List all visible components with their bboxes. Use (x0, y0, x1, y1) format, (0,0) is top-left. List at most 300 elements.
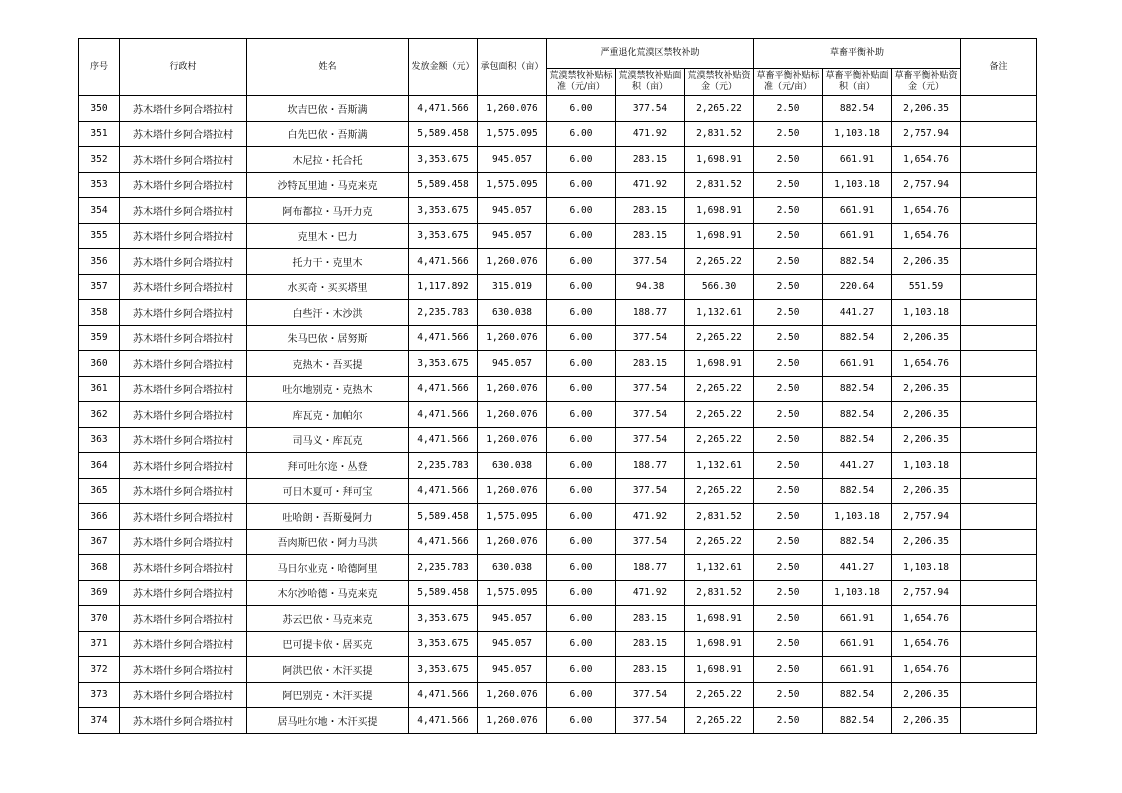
cell-note (961, 478, 1037, 504)
cell-area: 1,260.076 (478, 708, 547, 734)
cell-g1-area: 283.15 (616, 223, 685, 249)
table-row (79, 529, 1037, 555)
cell-g1-standard: 6.00 (547, 606, 616, 632)
cell-village: 苏木塔什乡阿合塔拉村 (120, 325, 247, 351)
cell-area: 630.038 (478, 300, 547, 326)
cell-g2-area: 882.54 (823, 249, 892, 275)
table-row (79, 427, 1037, 453)
cell-village: 苏木塔什乡阿合塔拉村 (120, 504, 247, 530)
header-g1-area: 荒漠禁牧补贴面积（亩） (616, 69, 685, 96)
cell-amount: 3,353.675 (409, 657, 478, 683)
cell-amount: 3,353.675 (409, 198, 478, 224)
cell-g2-fund: 1,654.76 (892, 223, 961, 249)
header-amount: 发放金额（元） (409, 39, 478, 96)
cell-g2-standard: 2.50 (754, 555, 823, 581)
cell-note (961, 631, 1037, 657)
cell-note (961, 121, 1037, 147)
cell-amount: 4,471.566 (409, 249, 478, 275)
cell-g2-area: 882.54 (823, 325, 892, 351)
cell-seq: 371 (79, 631, 120, 657)
cell-name: 可日木夏可・拜可宝 (247, 478, 409, 504)
cell-area: 945.057 (478, 606, 547, 632)
cell-g1-fund: 2,831.52 (685, 504, 754, 530)
cell-g1-area: 377.54 (616, 249, 685, 275)
cell-g1-standard: 6.00 (547, 504, 616, 530)
cell-amount: 5,589.458 (409, 121, 478, 147)
cell-g1-fund: 1,698.91 (685, 198, 754, 224)
cell-amount: 3,353.675 (409, 351, 478, 377)
cell-g1-area: 377.54 (616, 376, 685, 402)
table-row (79, 147, 1037, 173)
cell-name: 克热木・吾买提 (247, 351, 409, 377)
cell-g1-fund: 2,265.22 (685, 402, 754, 428)
cell-g1-standard: 6.00 (547, 249, 616, 275)
cell-amount: 4,471.566 (409, 402, 478, 428)
cell-g1-fund: 1,132.61 (685, 453, 754, 479)
cell-g2-area: 882.54 (823, 96, 892, 122)
cell-g1-area: 471.92 (616, 504, 685, 530)
cell-g2-standard: 2.50 (754, 708, 823, 734)
cell-g2-standard: 2.50 (754, 300, 823, 326)
cell-village: 苏木塔什乡阿合塔拉村 (120, 223, 247, 249)
cell-village: 苏木塔什乡阿合塔拉村 (120, 300, 247, 326)
cell-g1-area: 377.54 (616, 682, 685, 708)
header-note: 备注 (961, 39, 1037, 96)
cell-name: 吾肉斯巴依・阿力马洪 (247, 529, 409, 555)
cell-name: 阿布都拉・马开力克 (247, 198, 409, 224)
cell-note (961, 198, 1037, 224)
cell-amount: 3,353.675 (409, 606, 478, 632)
cell-g2-standard: 2.50 (754, 198, 823, 224)
cell-seq: 369 (79, 580, 120, 606)
cell-g1-standard: 6.00 (547, 580, 616, 606)
cell-name: 托力干・克里木 (247, 249, 409, 275)
table-row (79, 223, 1037, 249)
cell-seq: 354 (79, 198, 120, 224)
cell-g1-area: 377.54 (616, 427, 685, 453)
cell-g1-area: 471.92 (616, 172, 685, 198)
cell-village: 苏木塔什乡阿合塔拉村 (120, 682, 247, 708)
table-row (79, 96, 1037, 122)
table-row (79, 682, 1037, 708)
cell-note (961, 223, 1037, 249)
cell-name: 苏云巴依・马克来克 (247, 606, 409, 632)
cell-g2-area: 661.91 (823, 351, 892, 377)
cell-area: 1,575.095 (478, 121, 547, 147)
cell-g1-standard: 6.00 (547, 402, 616, 428)
cell-g2-standard: 2.50 (754, 402, 823, 428)
cell-g1-area: 188.77 (616, 555, 685, 581)
cell-village: 苏木塔什乡阿合塔拉村 (120, 274, 247, 300)
cell-name: 白先巴依・吾斯满 (247, 121, 409, 147)
table-row (79, 402, 1037, 428)
cell-note (961, 580, 1037, 606)
cell-amount: 4,471.566 (409, 529, 478, 555)
cell-area: 1,260.076 (478, 96, 547, 122)
cell-note (961, 274, 1037, 300)
cell-g2-fund: 2,206.35 (892, 96, 961, 122)
cell-amount: 2,235.783 (409, 453, 478, 479)
cell-note (961, 606, 1037, 632)
cell-village: 苏木塔什乡阿合塔拉村 (120, 198, 247, 224)
cell-amount: 4,471.566 (409, 682, 478, 708)
cell-g2-standard: 2.50 (754, 172, 823, 198)
header-area: 承包面积（亩） (478, 39, 547, 96)
cell-note (961, 504, 1037, 530)
table-row (79, 376, 1037, 402)
cell-g1-standard: 6.00 (547, 300, 616, 326)
cell-seq: 368 (79, 555, 120, 581)
table-row (79, 274, 1037, 300)
cell-note (961, 300, 1037, 326)
cell-village: 苏木塔什乡阿合塔拉村 (120, 96, 247, 122)
cell-village: 苏木塔什乡阿合塔拉村 (120, 121, 247, 147)
cell-name: 沙特瓦里迪・马克来克 (247, 172, 409, 198)
cell-g2-area: 661.91 (823, 147, 892, 173)
cell-g2-area: 882.54 (823, 402, 892, 428)
cell-g1-standard: 6.00 (547, 351, 616, 377)
cell-g2-area: 882.54 (823, 478, 892, 504)
header-g1-fund: 荒漠禁牧补贴资金（元） (685, 69, 754, 96)
table-row (79, 453, 1037, 479)
cell-g2-area: 220.64 (823, 274, 892, 300)
cell-g1-standard: 6.00 (547, 96, 616, 122)
cell-name: 克里木・巴力 (247, 223, 409, 249)
cell-area: 1,575.095 (478, 580, 547, 606)
cell-g1-fund: 2,831.52 (685, 172, 754, 198)
cell-village: 苏木塔什乡阿合塔拉村 (120, 427, 247, 453)
table-row (79, 504, 1037, 530)
cell-area: 630.038 (478, 555, 547, 581)
header-g2-area: 草畜平衡补贴面积（亩） (823, 69, 892, 96)
cell-name: 水买奇・买买塔里 (247, 274, 409, 300)
cell-area: 945.057 (478, 657, 547, 683)
cell-area: 1,260.076 (478, 529, 547, 555)
cell-g1-fund: 1,698.91 (685, 631, 754, 657)
cell-amount: 2,235.783 (409, 300, 478, 326)
cell-village: 苏木塔什乡阿合塔拉村 (120, 453, 247, 479)
cell-seq: 351 (79, 121, 120, 147)
cell-g1-area: 283.15 (616, 657, 685, 683)
cell-seq: 374 (79, 708, 120, 734)
cell-g1-standard: 6.00 (547, 682, 616, 708)
header-village: 行政村 (120, 39, 247, 96)
cell-g1-area: 94.38 (616, 274, 685, 300)
cell-amount: 1,117.892 (409, 274, 478, 300)
cell-g2-area: 1,103.18 (823, 504, 892, 530)
cell-amount: 4,471.566 (409, 96, 478, 122)
cell-g1-standard: 6.00 (547, 325, 616, 351)
cell-g2-fund: 1,654.76 (892, 147, 961, 173)
cell-note (961, 96, 1037, 122)
cell-g1-fund: 2,265.22 (685, 682, 754, 708)
cell-seq: 361 (79, 376, 120, 402)
cell-seq: 373 (79, 682, 120, 708)
cell-seq: 363 (79, 427, 120, 453)
cell-name: 吐尔地别克・克热木 (247, 376, 409, 402)
cell-seq: 350 (79, 96, 120, 122)
cell-amount: 4,471.566 (409, 708, 478, 734)
cell-g2-standard: 2.50 (754, 529, 823, 555)
cell-g2-fund: 2,206.35 (892, 325, 961, 351)
cell-seq: 355 (79, 223, 120, 249)
cell-g1-area: 377.54 (616, 325, 685, 351)
cell-amount: 4,471.566 (409, 325, 478, 351)
cell-village: 苏木塔什乡阿合塔拉村 (120, 631, 247, 657)
cell-g1-standard: 6.00 (547, 529, 616, 555)
table-row (79, 478, 1037, 504)
cell-g1-standard: 6.00 (547, 147, 616, 173)
table-row (79, 198, 1037, 224)
table-row (79, 555, 1037, 581)
cell-village: 苏木塔什乡阿合塔拉村 (120, 657, 247, 683)
cell-g1-standard: 6.00 (547, 274, 616, 300)
cell-amount: 2,235.783 (409, 555, 478, 581)
cell-g1-fund: 1,698.91 (685, 223, 754, 249)
cell-g1-area: 377.54 (616, 708, 685, 734)
cell-note (961, 325, 1037, 351)
cell-g2-fund: 551.59 (892, 274, 961, 300)
cell-g1-fund: 2,265.22 (685, 325, 754, 351)
cell-area: 630.038 (478, 453, 547, 479)
cell-seq: 365 (79, 478, 120, 504)
cell-g2-fund: 1,654.76 (892, 631, 961, 657)
cell-name: 木尼拉・托合托 (247, 147, 409, 173)
cell-g2-standard: 2.50 (754, 274, 823, 300)
cell-amount: 3,353.675 (409, 631, 478, 657)
cell-village: 苏木塔什乡阿合塔拉村 (120, 555, 247, 581)
cell-note (961, 708, 1037, 734)
cell-g2-fund: 1,654.76 (892, 606, 961, 632)
cell-seq: 370 (79, 606, 120, 632)
cell-g2-area: 661.91 (823, 631, 892, 657)
cell-g1-standard: 6.00 (547, 427, 616, 453)
cell-g1-fund: 1,698.91 (685, 657, 754, 683)
cell-g1-fund: 1,698.91 (685, 147, 754, 173)
cell-g1-fund: 1,698.91 (685, 606, 754, 632)
cell-g2-standard: 2.50 (754, 631, 823, 657)
cell-g1-area: 377.54 (616, 402, 685, 428)
cell-area: 1,260.076 (478, 249, 547, 275)
cell-area: 945.057 (478, 351, 547, 377)
cell-village: 苏木塔什乡阿合塔拉村 (120, 376, 247, 402)
cell-note (961, 657, 1037, 683)
table-row (79, 631, 1037, 657)
cell-g2-fund: 2,206.35 (892, 376, 961, 402)
cell-g1-area: 188.77 (616, 300, 685, 326)
table-row (79, 657, 1037, 683)
table-row (79, 249, 1037, 275)
table-row (79, 580, 1037, 606)
cell-name: 巴可提卡依・居买克 (247, 631, 409, 657)
cell-g2-standard: 2.50 (754, 478, 823, 504)
cell-g2-area: 441.27 (823, 300, 892, 326)
cell-seq: 352 (79, 147, 120, 173)
cell-seq: 372 (79, 657, 120, 683)
cell-note (961, 555, 1037, 581)
table-row (79, 606, 1037, 632)
cell-note (961, 249, 1037, 275)
cell-g2-area: 661.91 (823, 198, 892, 224)
subsidy-table (78, 38, 1037, 734)
cell-g1-fund: 2,265.22 (685, 427, 754, 453)
cell-g1-area: 471.92 (616, 580, 685, 606)
cell-g1-area: 283.15 (616, 147, 685, 173)
cell-g2-area: 1,103.18 (823, 172, 892, 198)
cell-village: 苏木塔什乡阿合塔拉村 (120, 172, 247, 198)
cell-g1-fund: 1,698.91 (685, 351, 754, 377)
cell-g1-standard: 6.00 (547, 708, 616, 734)
cell-seq: 366 (79, 504, 120, 530)
cell-g1-area: 188.77 (616, 453, 685, 479)
cell-g2-standard: 2.50 (754, 223, 823, 249)
cell-area: 1,260.076 (478, 427, 547, 453)
cell-area: 1,260.076 (478, 402, 547, 428)
cell-village: 苏木塔什乡阿合塔拉村 (120, 580, 247, 606)
cell-g1-area: 471.92 (616, 121, 685, 147)
cell-g2-standard: 2.50 (754, 504, 823, 530)
cell-area: 1,575.095 (478, 172, 547, 198)
cell-g2-standard: 2.50 (754, 96, 823, 122)
header-seq: 序号 (79, 39, 120, 96)
cell-name: 司马义・库瓦克 (247, 427, 409, 453)
cell-g1-standard: 6.00 (547, 376, 616, 402)
cell-g2-fund: 1,103.18 (892, 300, 961, 326)
cell-g1-fund: 2,265.22 (685, 376, 754, 402)
cell-amount: 5,589.458 (409, 172, 478, 198)
cell-g2-area: 882.54 (823, 376, 892, 402)
cell-g1-standard: 6.00 (547, 555, 616, 581)
cell-village: 苏木塔什乡阿合塔拉村 (120, 606, 247, 632)
table-row (79, 351, 1037, 377)
cell-g1-area: 283.15 (616, 631, 685, 657)
cell-g2-fund: 2,206.35 (892, 708, 961, 734)
cell-name: 吐哈朗・吾斯曼阿力 (247, 504, 409, 530)
cell-g2-standard: 2.50 (754, 682, 823, 708)
table-row (79, 708, 1037, 734)
cell-seq: 358 (79, 300, 120, 326)
cell-name: 坎吉巴依・吾斯满 (247, 96, 409, 122)
cell-village: 苏木塔什乡阿合塔拉村 (120, 402, 247, 428)
cell-g2-fund: 2,757.94 (892, 580, 961, 606)
cell-g2-fund: 2,757.94 (892, 121, 961, 147)
header-g2-fund: 草畜平衡补贴资金（元） (892, 69, 961, 96)
cell-area: 1,260.076 (478, 682, 547, 708)
cell-g1-fund: 2,265.22 (685, 249, 754, 275)
cell-g1-standard: 6.00 (547, 631, 616, 657)
cell-amount: 3,353.675 (409, 223, 478, 249)
cell-name: 拜可吐尔迩・丛登 (247, 453, 409, 479)
header-group-grass-balance: 草畜平衡补助 (754, 39, 961, 69)
header-name: 姓名 (247, 39, 409, 96)
cell-area: 315.019 (478, 274, 547, 300)
cell-g2-fund: 1,103.18 (892, 555, 961, 581)
cell-g2-standard: 2.50 (754, 376, 823, 402)
cell-village: 苏木塔什乡阿合塔拉村 (120, 351, 247, 377)
cell-g2-area: 1,103.18 (823, 121, 892, 147)
cell-g1-standard: 6.00 (547, 657, 616, 683)
cell-note (961, 427, 1037, 453)
cell-g2-fund: 2,206.35 (892, 478, 961, 504)
cell-note (961, 453, 1037, 479)
cell-g2-standard: 2.50 (754, 580, 823, 606)
header-g2-standard: 草畜平衡补贴标准（元/亩） (754, 69, 823, 96)
cell-amount: 4,471.566 (409, 478, 478, 504)
cell-name: 阿洪巴依・木汗买提 (247, 657, 409, 683)
cell-g1-fund: 1,132.61 (685, 300, 754, 326)
cell-g2-fund: 2,206.35 (892, 682, 961, 708)
cell-g1-fund: 2,265.22 (685, 478, 754, 504)
cell-amount: 5,589.458 (409, 580, 478, 606)
cell-seq: 367 (79, 529, 120, 555)
cell-note (961, 402, 1037, 428)
cell-g2-fund: 1,654.76 (892, 657, 961, 683)
cell-g2-standard: 2.50 (754, 325, 823, 351)
cell-name: 朱马巴依・居努斯 (247, 325, 409, 351)
cell-name: 库瓦克・加帕尔 (247, 402, 409, 428)
cell-name: 马日尔业克・哈德阿里 (247, 555, 409, 581)
cell-g1-fund: 2,265.22 (685, 529, 754, 555)
cell-village: 苏木塔什乡阿合塔拉村 (120, 147, 247, 173)
cell-seq: 364 (79, 453, 120, 479)
cell-village: 苏木塔什乡阿合塔拉村 (120, 529, 247, 555)
cell-g2-area: 882.54 (823, 708, 892, 734)
cell-note (961, 147, 1037, 173)
cell-amount: 3,353.675 (409, 147, 478, 173)
cell-g2-area: 441.27 (823, 453, 892, 479)
cell-g2-area: 882.54 (823, 427, 892, 453)
cell-g1-fund: 2,265.22 (685, 96, 754, 122)
cell-g2-area: 882.54 (823, 682, 892, 708)
cell-g2-area: 661.91 (823, 606, 892, 632)
cell-village: 苏木塔什乡阿合塔拉村 (120, 249, 247, 275)
table-row (79, 121, 1037, 147)
table-row (79, 300, 1037, 326)
cell-g2-standard: 2.50 (754, 453, 823, 479)
cell-g2-standard: 2.50 (754, 606, 823, 632)
header-g1-standard: 荒漠禁牧补贴标准（元/亩） (547, 69, 616, 96)
cell-g1-fund: 566.30 (685, 274, 754, 300)
cell-name: 木尔沙哈德・马克来克 (247, 580, 409, 606)
cell-village: 苏木塔什乡阿合塔拉村 (120, 708, 247, 734)
cell-area: 1,575.095 (478, 504, 547, 530)
cell-name: 白些汗・木沙洪 (247, 300, 409, 326)
cell-g2-area: 661.91 (823, 657, 892, 683)
cell-g2-fund: 2,206.35 (892, 249, 961, 275)
cell-g2-fund: 1,654.76 (892, 198, 961, 224)
cell-g2-standard: 2.50 (754, 657, 823, 683)
cell-g1-standard: 6.00 (547, 198, 616, 224)
cell-g1-fund: 1,132.61 (685, 555, 754, 581)
cell-seq: 356 (79, 249, 120, 275)
cell-g1-fund: 2,831.52 (685, 121, 754, 147)
cell-g2-standard: 2.50 (754, 249, 823, 275)
cell-g2-fund: 2,206.35 (892, 427, 961, 453)
cell-seq: 357 (79, 274, 120, 300)
cell-g2-area: 1,103.18 (823, 580, 892, 606)
cell-g1-area: 377.54 (616, 478, 685, 504)
cell-g1-fund: 2,831.52 (685, 580, 754, 606)
cell-g1-area: 377.54 (616, 529, 685, 555)
header-group-desert-ban: 严重退化荒漠区禁牧补助 (547, 39, 754, 69)
cell-area: 945.057 (478, 223, 547, 249)
cell-g2-fund: 2,206.35 (892, 529, 961, 555)
cell-g2-area: 441.27 (823, 555, 892, 581)
cell-seq: 362 (79, 402, 120, 428)
cell-g2-standard: 2.50 (754, 147, 823, 173)
table-header (79, 39, 1037, 96)
cell-amount: 4,471.566 (409, 427, 478, 453)
